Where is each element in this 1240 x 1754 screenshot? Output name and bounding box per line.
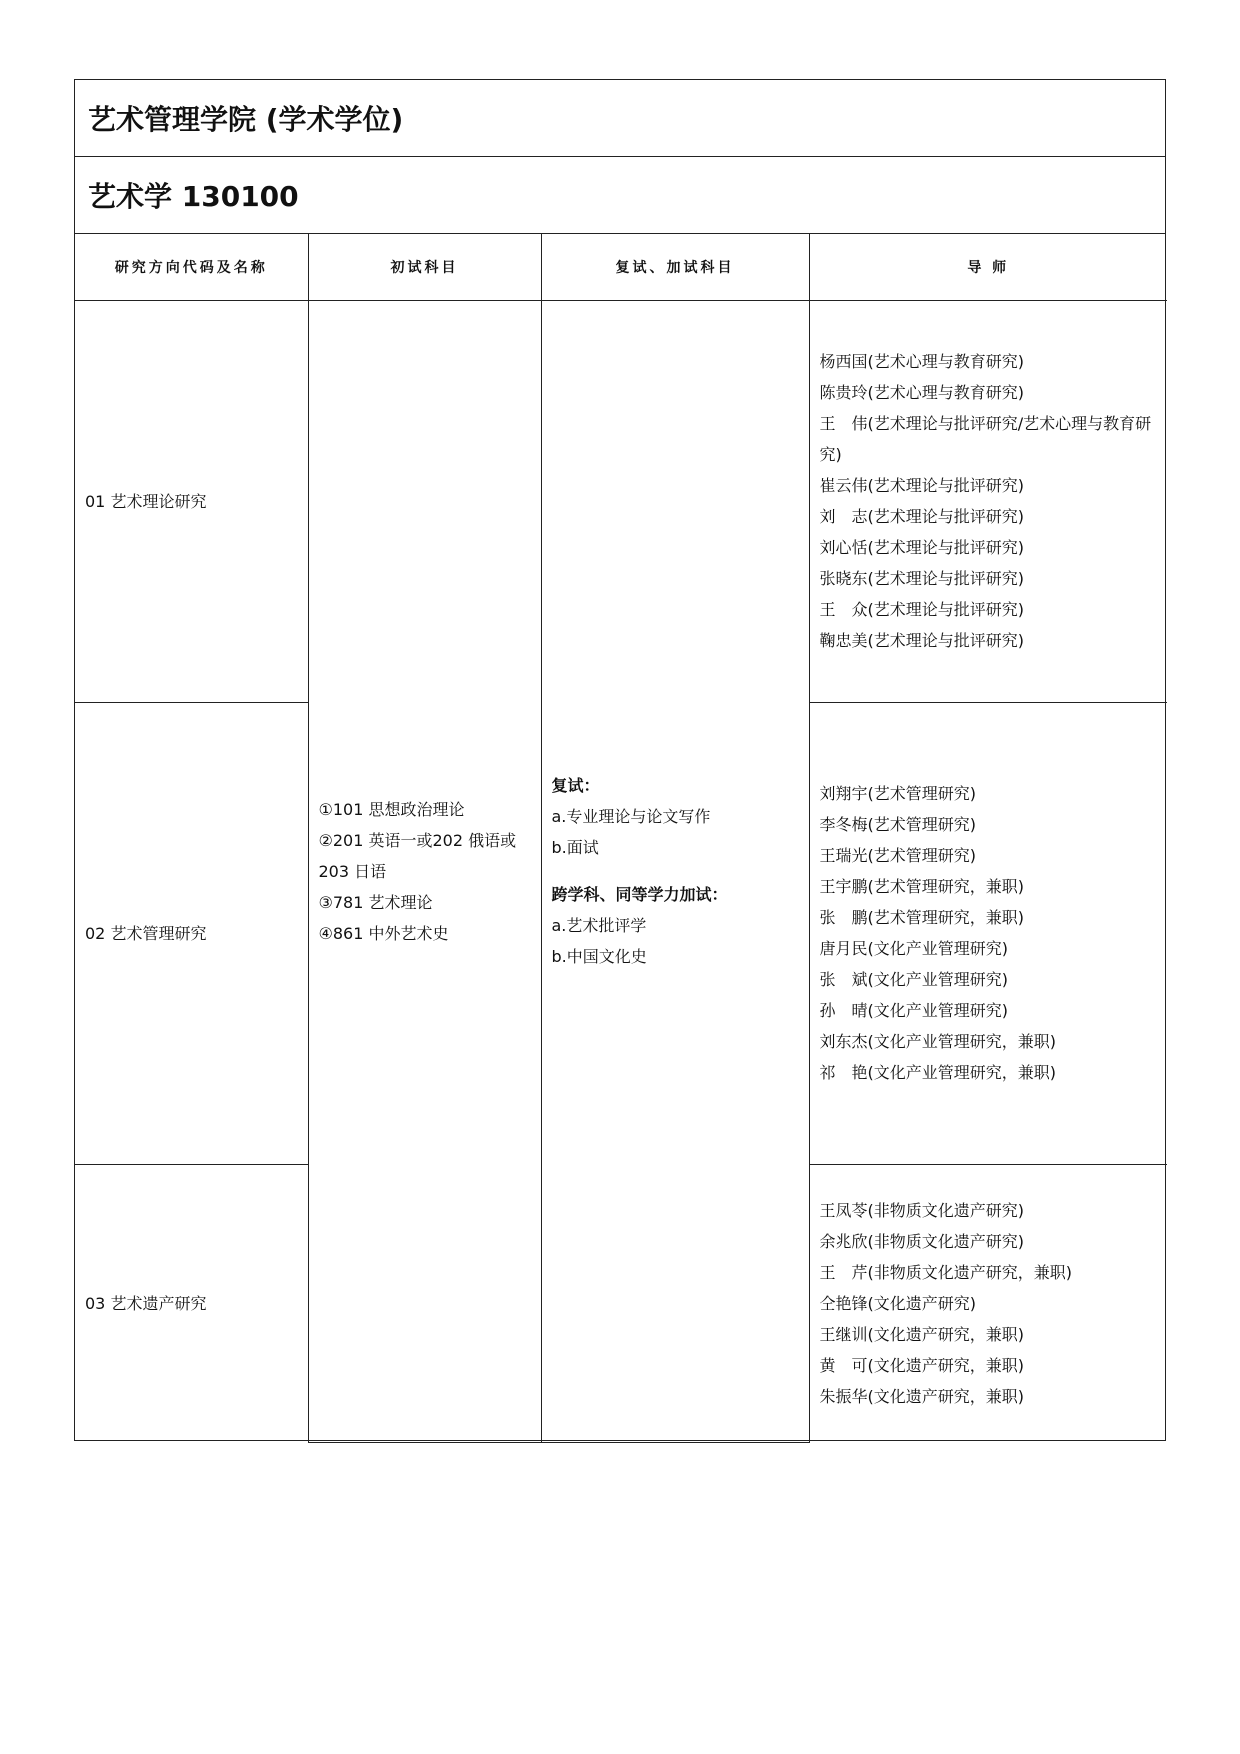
advisor-entry: 刘心恬(艺术理论与批评研究) [819,538,1024,557]
retest-item: b.面试 [551,838,599,857]
advisor-entry: 唐月民(文化产业管理研究) [819,939,1008,958]
advisor-entry: 孙 晴(文化产业管理研究) [819,1001,1008,1020]
extra-test-heading: 跨学科、同等学力加试： [551,885,728,904]
direction-name: 01 艺术理论研究 [75,300,308,702]
initial-subject: ①101 思想政治理论 [318,799,465,819]
direction-name: 02 艺术管理研究 [75,702,308,1164]
table-row [75,300,1167,702]
advisor-entry: 鞠忠美(艺术理论与批评研究) [819,631,1024,650]
advisor-entry: 杨西国(艺术心理与教育研究) [819,352,1024,371]
advisor-cell [809,300,1167,702]
header-advisor: 导 师 [809,234,1167,300]
advisor-entry: 王 芹(非物质文化遗产研究，兼职) [819,1262,1072,1282]
header-initial-exam: 初试科目 [308,234,541,300]
school-title: 艺术管理学院 (学术学位) [75,80,1165,157]
advisor-entry: 黄 可(文化遗产研究，兼职) [819,1355,1024,1375]
extra-test-item: b.中国文化史 [551,947,647,966]
advisor-entry: 刘 志(艺术理论与批评研究) [819,507,1024,526]
advisor-entry: 王瑞光(艺术管理研究) [819,846,976,865]
direction-name: 03 艺术遗产研究 [75,1164,308,1442]
retest-cell [541,300,809,1442]
initial-subjects-cell [308,300,541,1442]
advisor-entry: 仝艳锋(文化遗产研究) [819,1293,976,1313]
extra-test-item: a.艺术批评学 [551,916,647,935]
header-retest: 复试、加试科目 [541,234,809,300]
header-direction: 研究方向代码及名称 [75,234,308,300]
advisor-entry: 张晓东(艺术理论与批评研究) [819,569,1024,588]
advisor-entry: 王 众(艺术理论与批评研究) [819,600,1024,619]
advisor-entry: 李冬梅(艺术管理研究) [819,815,976,834]
initial-subject: ③781 艺术理论 [318,892,433,912]
table-header-row [75,234,1167,300]
advisor-entry: 祁 艳(文化产业管理研究，兼职) [819,1063,1056,1082]
advisor-entry: 王凤苓(非物质文化遗产研究) [819,1200,1024,1220]
advisor-entry: 朱振华(文化遗产研究，兼职) [819,1386,1024,1406]
advisor-entry: 刘翔宇(艺术管理研究) [819,784,976,803]
advisor-entry: 王继训(文化遗产研究，兼职) [819,1324,1024,1344]
program-table [75,234,1167,1443]
initial-subject: ②201 英语一或202 俄语或203 日语 [318,830,517,881]
advisor-cell [809,1164,1167,1442]
program-sheet [74,79,1166,1441]
advisor-entry: 陈贵玲(艺术心理与教育研究) [819,383,1024,402]
retest-item: a.专业理论与论文写作 [551,807,711,826]
advisor-entry: 刘东杰(文化产业管理研究，兼职) [819,1032,1056,1051]
advisor-entry: 张 斌(文化产业管理研究) [819,970,1008,989]
advisor-entry: 张 鹏(艺术管理研究，兼职) [819,908,1024,927]
advisor-entry: 崔云伟(艺术理论与批评研究) [819,476,1024,495]
initial-subject: ④861 中外艺术史 [318,923,449,943]
retest-heading: 复试： [551,776,600,795]
major-title: 艺术学 130100 [75,157,1165,234]
advisor-entry: 王宇鹏(艺术管理研究，兼职) [819,877,1024,896]
advisor-cell [809,702,1167,1164]
advisor-entry: 王 伟(艺术理论与批评研究/艺术心理与教育研究) [819,414,1152,464]
advisor-entry: 余兆欣(非物质文化遗产研究) [819,1231,1024,1251]
